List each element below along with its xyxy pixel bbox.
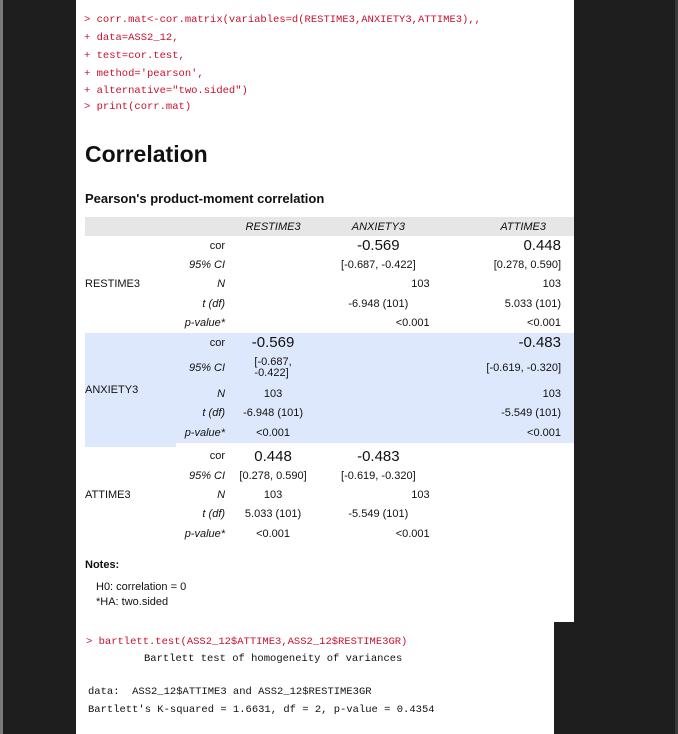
note-line: *HA: two.sided: [96, 596, 169, 608]
table-cell: [-0.619, -0.320]: [341, 469, 416, 482]
table-cell: -5.549 (101): [348, 508, 409, 521]
page-title: Correlation: [85, 141, 208, 167]
table-cell: [0.278, 0.590]: [239, 469, 307, 482]
stat-label: t (df): [202, 508, 226, 521]
table-cell: -0.483: [357, 447, 400, 465]
stat-label: cor: [176, 333, 225, 352]
code-line: + data=ASS2_12,: [84, 32, 179, 44]
table-cell: 103: [411, 488, 430, 501]
table-cell: [225, 236, 321, 255]
stat-label: cor: [209, 239, 226, 252]
table-row: [85, 447, 574, 466]
ci-line: -0.422]: [254, 367, 289, 380]
column-header: ATTIME3: [436, 217, 574, 236]
table-cell: [436, 466, 574, 485]
window-left-border: [0, 0, 3, 734]
table-cell: -6.948 (101): [225, 404, 321, 423]
table-row: [85, 236, 574, 255]
table-cell: [-0.687, -0.422]: [341, 259, 416, 272]
ci-line: [-0.687,: [254, 356, 292, 369]
table-cell: 0.448: [254, 447, 292, 465]
stat-label: N: [217, 488, 226, 501]
table-cell: [436, 447, 574, 466]
stat-label: 95% CI: [188, 469, 226, 482]
column-header: RESTIME3: [225, 217, 321, 236]
table-cell: -0.569: [225, 333, 321, 352]
stat-label: t (df): [202, 297, 226, 310]
table-row: [85, 333, 574, 352]
stat-label: cor: [209, 450, 226, 463]
table-cell: 103: [263, 488, 283, 501]
table-cell: [225, 294, 321, 313]
stat-label: p-value*: [184, 527, 226, 540]
code-line: > corr.mat<-cor.matrix(variables=d(RESTIME3,ANXIETY3,ATTIME3),,: [84, 14, 481, 26]
stat-label: 95% CI: [176, 352, 225, 384]
row-variable-label: ATTIME3: [85, 488, 131, 501]
table-title: Pearson's product-moment correlation: [85, 191, 325, 206]
stat-label: N: [217, 278, 226, 291]
table-cell: 0.448: [523, 237, 561, 255]
console-output-panel: [76, 622, 554, 734]
table-cell: [321, 384, 436, 403]
table-cell: [0.278, 0.590]: [493, 259, 561, 272]
table-cell: <0.001: [225, 423, 321, 442]
correlation-table: [85, 217, 574, 543]
table-cell: 103: [411, 278, 430, 291]
table-cell: [-0.619, -0.320]: [436, 352, 574, 384]
table-cell: [321, 352, 436, 384]
table-cell: 5.033 (101): [244, 508, 302, 521]
notes-title: Notes:: [85, 559, 120, 571]
ci-value: [254, 357, 291, 379]
code-line: + alternative="two.sided"): [84, 85, 248, 97]
table-cell: 103: [542, 278, 561, 291]
table-cell: [436, 505, 574, 524]
stat-label: 95% CI: [188, 259, 226, 272]
row-variable-label: RESTIME3: [85, 278, 141, 291]
table-header-row: [85, 217, 574, 236]
output-panel: [76, 0, 574, 622]
table-cell: -0.569: [357, 237, 400, 255]
table-cell: [321, 333, 436, 352]
table-cell: [225, 314, 321, 333]
stat-label: p-value*: [184, 317, 226, 330]
table-cell: -0.483: [436, 333, 574, 352]
table-cell: [321, 404, 436, 423]
bartlett-result: Bartlett's K-squared = 1.6631, df = 2, p-value = 0.4354: [88, 704, 435, 716]
table-cell: [321, 423, 436, 442]
code-line: > print(corr.mat): [84, 101, 192, 113]
stat-label: t (df): [176, 404, 225, 423]
table-cell: <0.001: [436, 423, 574, 442]
table-cell: [225, 352, 321, 384]
bartlett-title: Bartlett test of homogeneity of variances: [144, 653, 403, 665]
table-cell: <0.001: [256, 527, 291, 540]
table-cell: [436, 524, 574, 543]
table-cell: 5.033 (101): [504, 297, 561, 310]
table-cell: <0.001: [527, 317, 561, 330]
table-cell: <0.001: [395, 527, 430, 540]
table-cell: <0.001: [395, 317, 430, 330]
table-cell: 103: [436, 384, 574, 403]
row-variable-label: ANXIETY3: [85, 333, 176, 447]
stat-label: N: [176, 384, 225, 403]
bartlett-command: > bartlett.test(ASS2_12$ATTIME3,ASS2_12$RESTIME3GR): [86, 636, 408, 648]
code-line: + method='pearson',: [84, 68, 204, 80]
table-cell: 103: [225, 384, 321, 403]
code-line: + test=cor.test,: [84, 50, 185, 62]
bartlett-data: data: ASS2_12$ATTIME3 and ASS2_12$RESTIME3GR: [88, 686, 372, 698]
table-cell: [225, 255, 321, 274]
stat-label: p-value*: [176, 423, 225, 442]
table-cell: -5.549 (101): [436, 404, 574, 423]
table-cell: -6.948 (101): [348, 297, 409, 310]
note-line: H0: correlation = 0: [96, 581, 187, 593]
table-cell: [436, 485, 574, 504]
column-header: ANXIETY3: [321, 217, 436, 236]
table-cell: [225, 275, 321, 294]
